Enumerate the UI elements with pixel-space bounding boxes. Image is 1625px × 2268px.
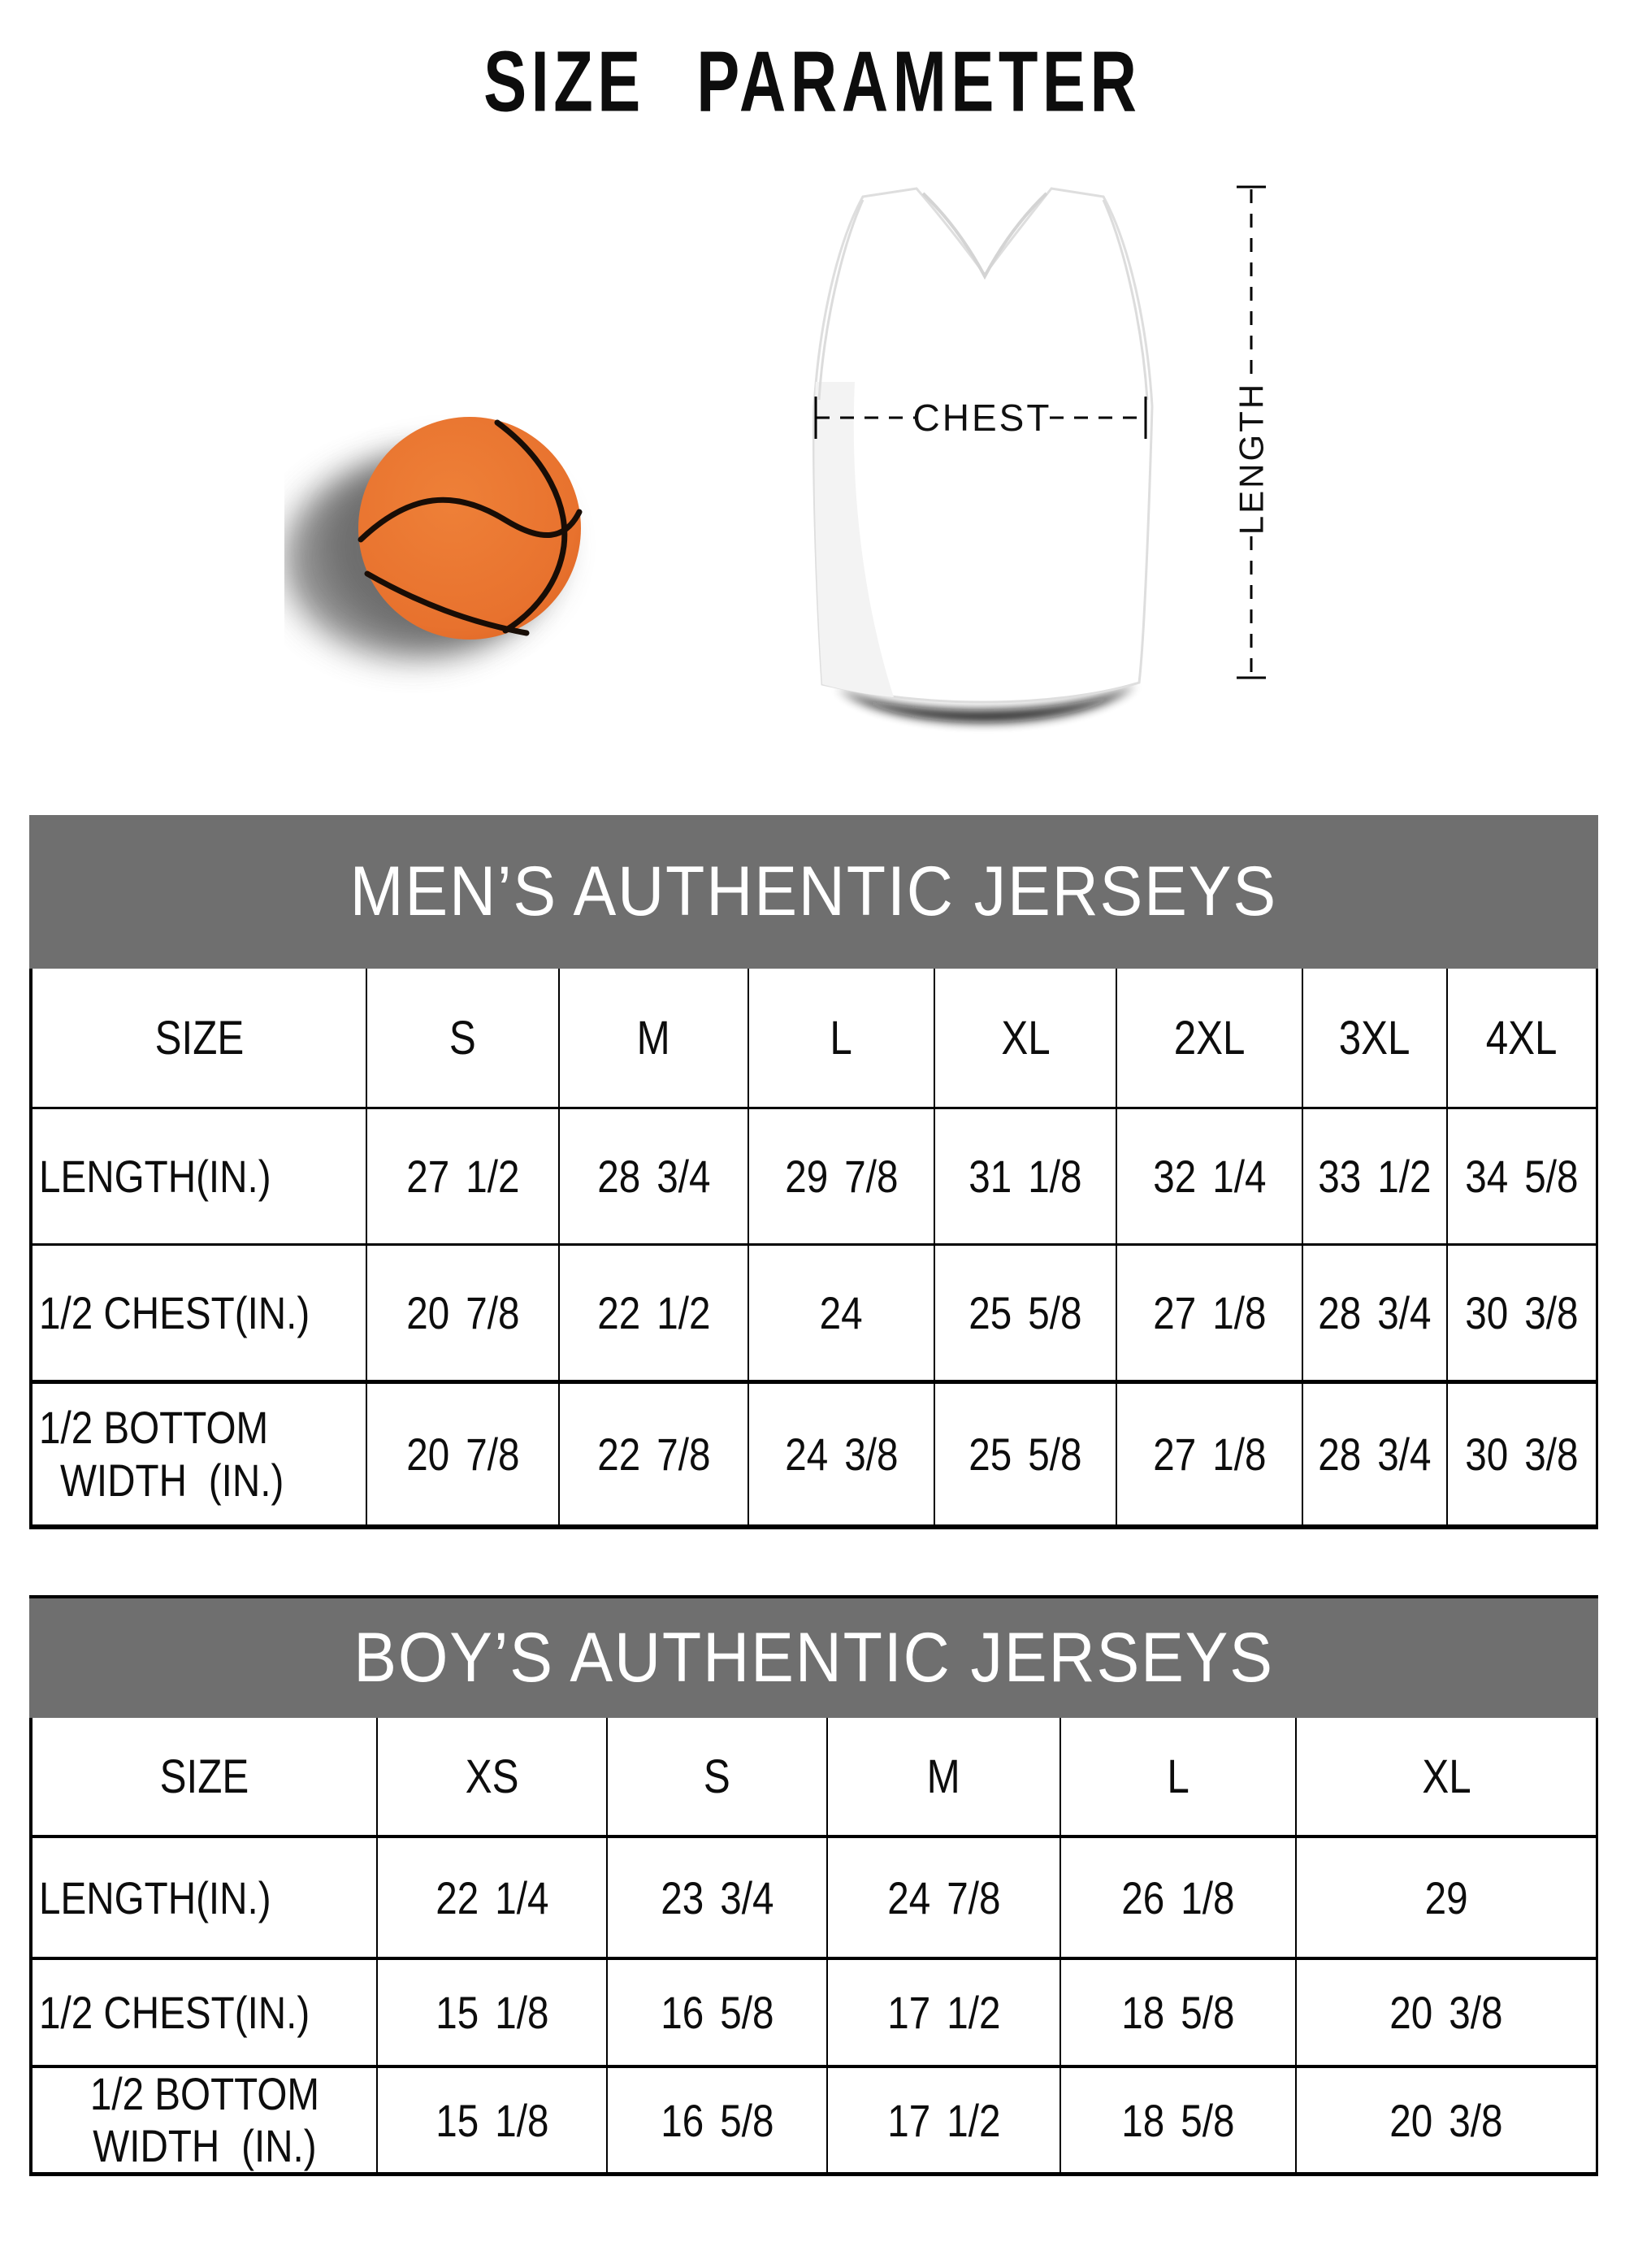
table-cell: 20 3/8 bbox=[1389, 1987, 1503, 2038]
table-cell: 33 1/2 bbox=[1303, 1109, 1448, 1243]
table-cell: 25 5/8 bbox=[935, 1246, 1117, 1380]
boys-col-l: L bbox=[1061, 1718, 1297, 1835]
boys-col-xl: XL bbox=[1421, 1750, 1471, 1803]
size-illustration bbox=[284, 163, 1341, 780]
table-cell: 32 1/4 bbox=[1117, 1109, 1303, 1243]
table-cell: 20 7/8 bbox=[367, 1246, 560, 1380]
table-cell: 20 7/8 bbox=[367, 1384, 560, 1524]
mens-header-band bbox=[29, 815, 1598, 969]
boys-col-m: M bbox=[828, 1718, 1061, 1835]
mens-col-xl: XL bbox=[935, 969, 1117, 1107]
mens-size-header-cell: SIZE bbox=[32, 969, 367, 1107]
table-cell: 24 3/8 bbox=[749, 1384, 935, 1524]
boys-col-xs: XS bbox=[378, 1718, 608, 1835]
mens-col-4xl: 4XL bbox=[1486, 1011, 1558, 1065]
mens-length-label-cell: LENGTH(IN.) bbox=[32, 1109, 367, 1243]
boys-size-table bbox=[29, 1718, 1598, 2176]
length-label: LENGTH bbox=[1232, 381, 1271, 536]
table-cell: 17 1/2 bbox=[828, 2068, 1061, 2172]
page-title-text: SIZE PARAMETER bbox=[483, 33, 1142, 130]
table-cell: 27 1/8 bbox=[1117, 1384, 1303, 1524]
boys-bottom-width-label-cell: 1/2 BOTTOM WIDTH (IN.) bbox=[32, 2068, 378, 2172]
table-cell: 27 1/2 bbox=[367, 1109, 560, 1243]
boys-row-length bbox=[32, 1838, 1596, 1960]
table-cell: 22 1/2 bbox=[560, 1246, 749, 1380]
mens-col-2xl: 2XL bbox=[1117, 969, 1303, 1107]
boys-row-bottom-width bbox=[32, 2068, 1596, 2172]
mens-row-bottom-width bbox=[32, 1384, 1596, 1524]
mens-col-m: M bbox=[560, 969, 749, 1107]
table-cell: 16 5/8 bbox=[608, 1960, 828, 2065]
chest-label: CHEST bbox=[912, 397, 1052, 439]
table-cell: 30 3/8 bbox=[1465, 1287, 1579, 1338]
table-cell: 15 1/8 bbox=[378, 2068, 608, 2172]
table-cell: 28 3/4 bbox=[560, 1109, 749, 1243]
jersey-illustration bbox=[813, 189, 1152, 722]
boys-row-chest bbox=[32, 1960, 1596, 2068]
boys-header-title: BOY’S AUTHENTIC JERSEYS bbox=[353, 1619, 1274, 1697]
table-cell: 18 5/8 bbox=[1061, 1960, 1297, 2065]
table-cell: 17 1/2 bbox=[828, 1960, 1061, 2065]
table-cell: 24 bbox=[749, 1246, 935, 1380]
mens-row-length bbox=[32, 1109, 1596, 1246]
table-cell: 30 3/8 bbox=[1465, 1429, 1579, 1480]
boys-size-header-cell: SIZE bbox=[32, 1718, 378, 1835]
mens-header-title: MEN’S AUTHENTIC JERSEYS bbox=[349, 852, 1278, 930]
table-cell: 28 3/4 bbox=[1303, 1246, 1448, 1380]
table-cell: 24 7/8 bbox=[828, 1838, 1061, 1957]
table-cell: 15 1/8 bbox=[378, 1960, 608, 2065]
mens-size-table bbox=[29, 969, 1598, 1529]
table-cell: 29 bbox=[1424, 1871, 1468, 1923]
mens-bottom-width-label-cell: 1/2 BOTTOM WIDTH (IN.) bbox=[32, 1384, 367, 1524]
table-cell: 31 1/8 bbox=[935, 1109, 1117, 1243]
boys-col-s: S bbox=[608, 1718, 828, 1835]
mens-col-s: S bbox=[367, 969, 560, 1107]
basketball-illustration bbox=[284, 417, 581, 658]
table-cell: 16 5/8 bbox=[608, 2068, 828, 2172]
mens-row-chest bbox=[32, 1246, 1596, 1384]
table-cell: 20 3/8 bbox=[1389, 2094, 1503, 2146]
table-cell: 26 1/8 bbox=[1061, 1838, 1297, 1957]
table-cell: 23 3/4 bbox=[608, 1838, 828, 1957]
page-title bbox=[0, 34, 1625, 129]
mens-col-l: L bbox=[749, 969, 935, 1107]
mens-col-3xl: 3XL bbox=[1303, 969, 1448, 1107]
table-cell: 34 5/8 bbox=[1465, 1151, 1579, 1202]
table-cell: 22 1/4 bbox=[378, 1838, 608, 1957]
boys-header-band bbox=[29, 1595, 1598, 1718]
table-cell: 27 1/8 bbox=[1117, 1246, 1303, 1380]
table-cell: 29 7/8 bbox=[749, 1109, 935, 1243]
table-cell: 22 7/8 bbox=[560, 1384, 749, 1524]
mens-header-row bbox=[32, 969, 1596, 1109]
table-cell: 18 5/8 bbox=[1061, 2068, 1297, 2172]
mens-chest-label-cell: 1/2 CHEST(IN.) bbox=[32, 1246, 367, 1380]
table-cell: 25 5/8 bbox=[935, 1384, 1117, 1524]
boys-length-label-cell: LENGTH(IN.) bbox=[32, 1838, 378, 1957]
table-cell: 28 3/4 bbox=[1303, 1384, 1448, 1524]
boys-header-row bbox=[32, 1718, 1596, 1838]
boys-chest-label-cell: 1/2 CHEST(IN.) bbox=[32, 1960, 378, 2065]
